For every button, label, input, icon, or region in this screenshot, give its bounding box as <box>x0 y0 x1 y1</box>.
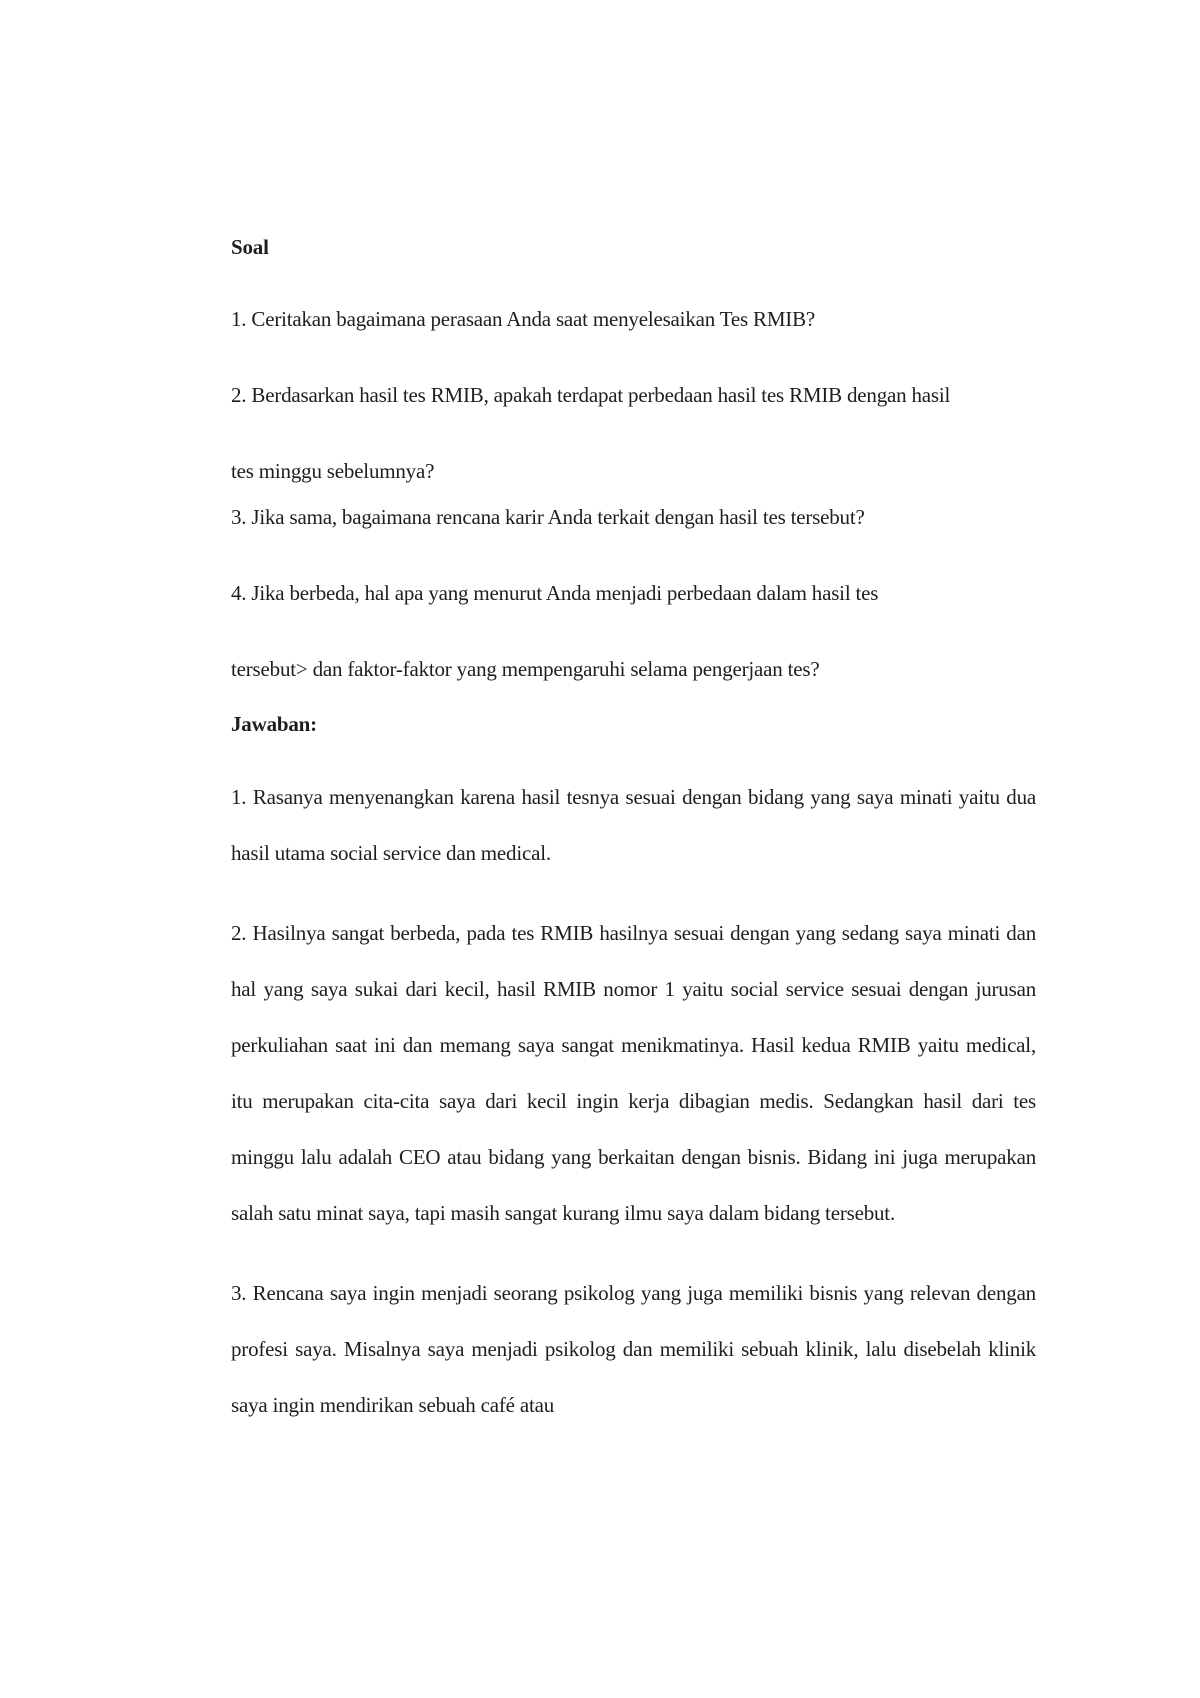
questions-heading: Soal <box>231 235 269 259</box>
answer-item: 1. Rasanya menyenangkan karena hasil tesnya sesuai dengan bidang yang saya minati yaitu dua hasil utama social service dan medical. <box>231 785 1036 865</box>
answer-list <box>231 769 1036 1433</box>
question-text: 2. Berdasarkan hasil tes RMIB, apakah terdapat perbedaan hasil tes RMIB dengan hasil tes minggu sebelumnya? <box>231 383 951 483</box>
question-item <box>231 357 1036 509</box>
document-body <box>231 224 1036 1457</box>
answer-item: 3. Rencana saya ingin menjadi seorang psikolog yang juga memiliki bisnis yang relevan dengan profesi saya. Misalnya saya menjadi psikolog dan memiliki sebuah klinik, lalu disebelah klinik saya ingin mendirikan sebuah café atau <box>231 1281 1036 1417</box>
question-item: 3. Jika sama, bagaimana rencana karir Anda terkait dengan hasil tes tersebut? <box>231 505 865 529</box>
question-item <box>231 555 1036 707</box>
question-item: 1. Ceritakan bagaimana perasaan Anda saat menyelesaikan Tes RMIB? <box>231 307 816 331</box>
question-text: 4. Jika berbeda, hal apa yang menurut Anda menjadi perbedaan dalam hasil tes tersebut> dan faktor-faktor yang mempengaruhi selama pengerjaan tes? <box>231 581 879 681</box>
answer-item: 2. Hasilnya sangat berbeda, pada tes RMIB hasilnya sesuai dengan yang sedang saya minati dan hal yang saya sukai dari kecil, hasil RMIB nomor 1 yaitu social service sesuai dengan jurusan perkuliahan saat ini dan memang saya sangat menikmatinya. Hasil kedua RMIB yaitu medical, itu merupakan cita-cita saya dari kecil ingin kerja dibagian medis. Sedangkan hasil dari tes minggu lalu adalah CEO atau bidang yang berkaitan dengan bisnis. Bidang ini juga merupakan salah satu minat saya, tapi masih sangat kurang ilmu saya dalam bidang tersebut. <box>231 921 1036 1225</box>
question-list <box>231 296 1036 707</box>
answers-heading: Jawaban: <box>231 712 317 736</box>
